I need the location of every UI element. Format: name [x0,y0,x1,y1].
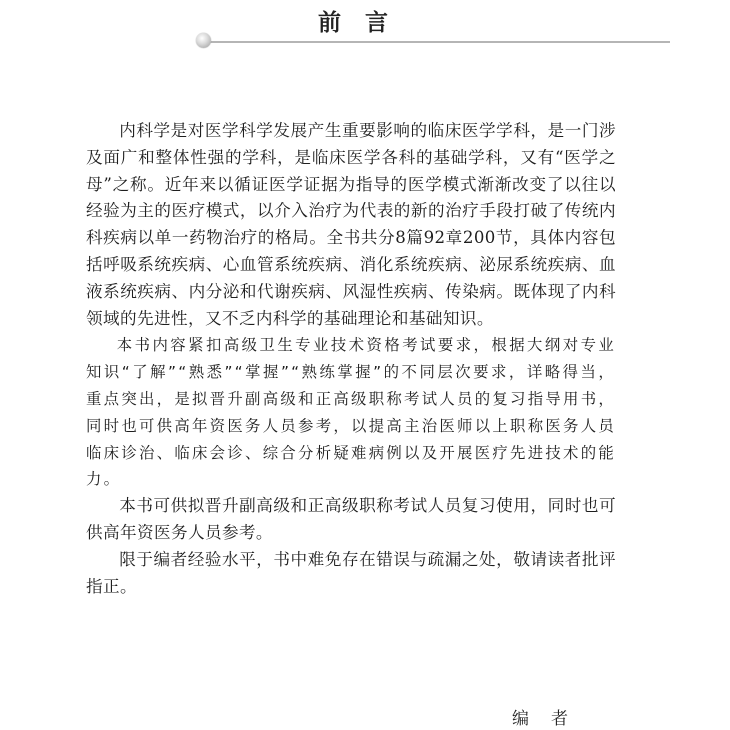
paragraph-exam-scope: 本书内容紧扣高级卫生专业技术资格考试要求，根据大纲对专业知识“了解”“熟悉”“掌握”“熟练掌握”的不同层次要求，详略得当，重点突出，是拟晋升副高级和正高级职称考试人员的复习指导用书，同时也可供高年资医务人员参考，以提高主治医师以上职称医务人员临床诊治、临床会诊、综合分析疑难病例以及开展医疗先进技术的能力。 [86,336,616,489]
paragraph-audience: 本书可供拟晋升副高级和正高级职称考试人员复习使用，同时也可供高年资医务人员参考。 [86,496,616,542]
preface-body [86,118,616,600]
editor-signature: 编者 [512,709,590,729]
title-divider-line [202,41,670,43]
page-title: 前言 [318,10,412,36]
paragraph-apology: 限于编者经验水平，书中难免存在错误与疏漏之处，敬请读者批评指正。 [86,549,616,596]
title-divider-bullet-icon [196,33,211,48]
paragraph-intro: 内科学是对医学科学发展产生重要影响的临床医学学科，是一门涉及面广和整体性强的学科，是临床医学各科的基础学科，又有“医学之母”之称。近年来以循证医学证据为指导的医学模式渐渐改变了以往以经验为主的医疗模式，以介入治疗为代表的新的治疗手段打破了传统内科疾病以单一药物治疗的格局。全书共分8篇92章200节，具体内容包括呼吸系统疾病、心血管系统疾病、消化系统疾病、泌尿系统疾病、血液系统疾病、内分泌和代谢疾病、风湿性疾病、传染病。既体现了内科领域的先进性，又不乏内科学的基础理论和基础知识。 [86,121,616,328]
